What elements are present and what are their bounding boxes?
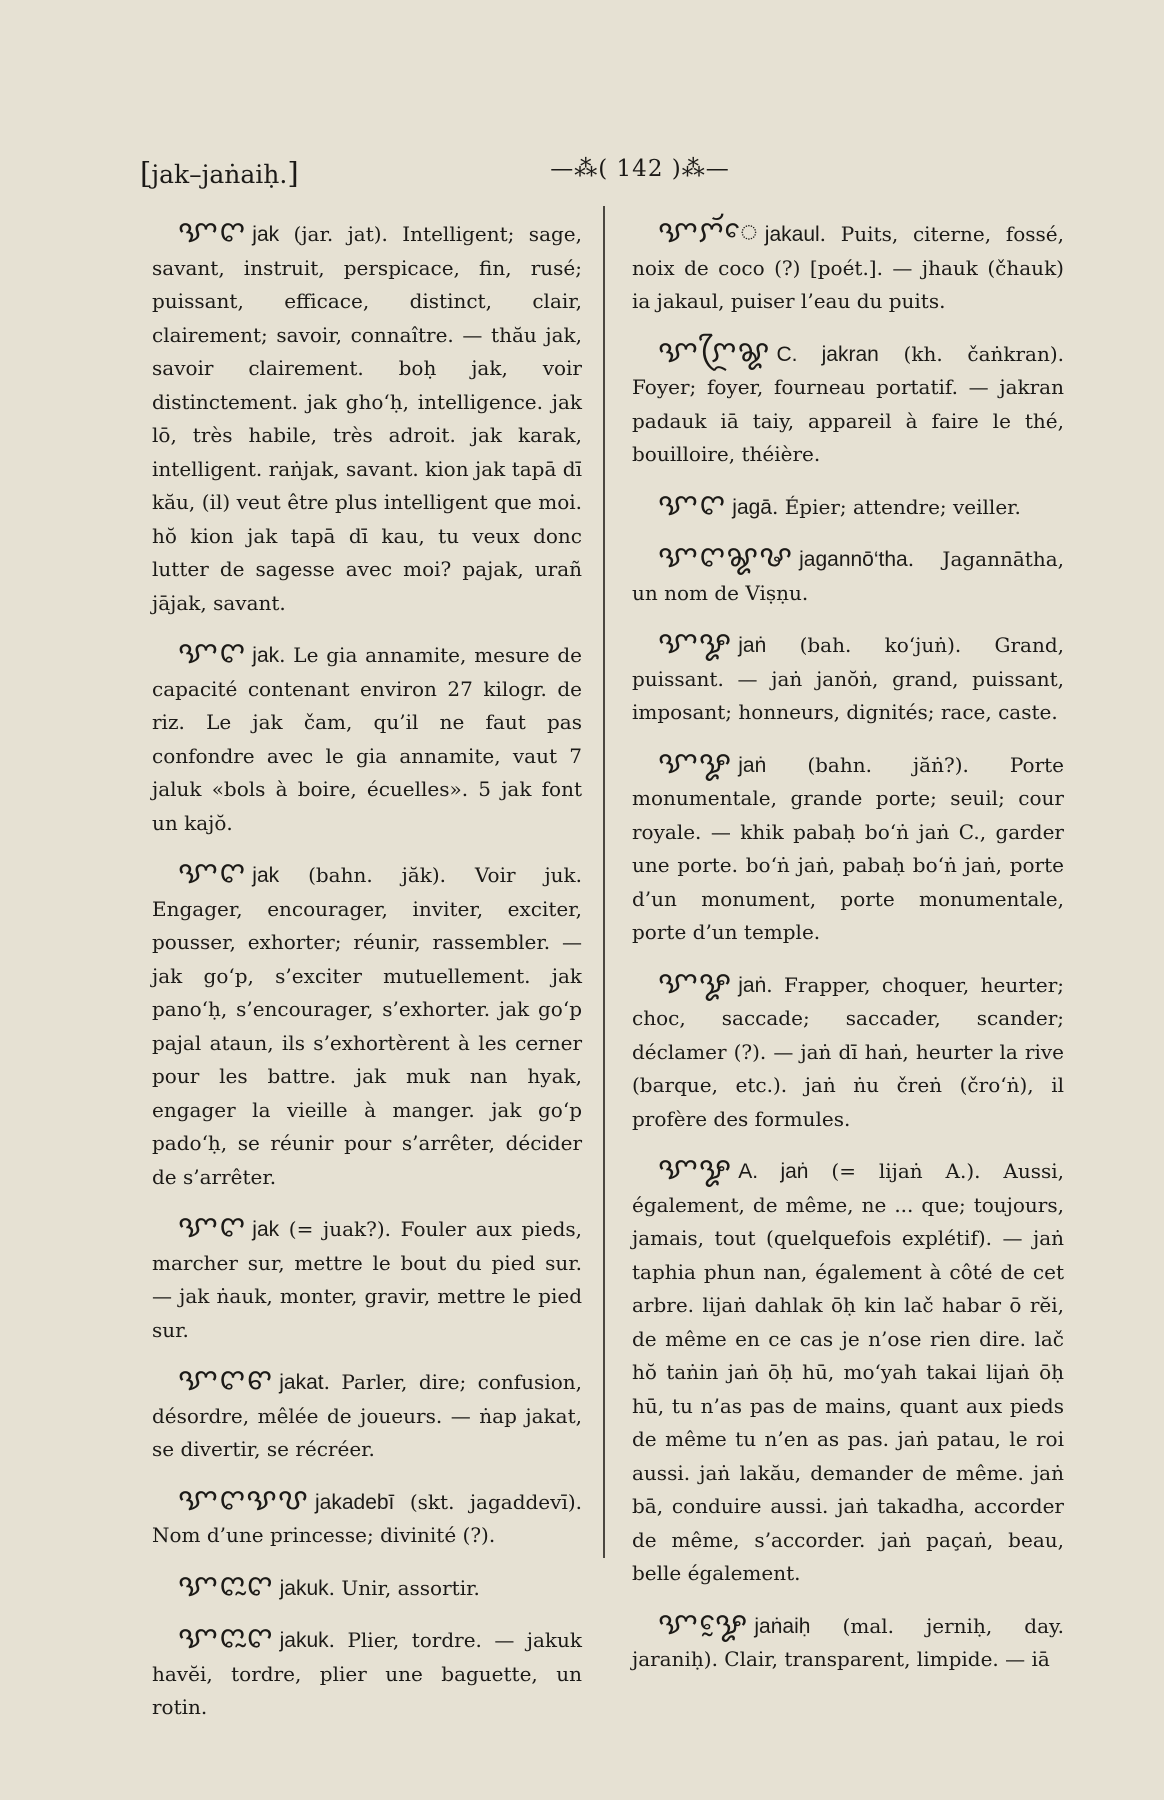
definition: (kh. čaṅkran). Foyer; foyer, fourneau portatif. — jakran padauk iā taiy, appareil à faire le thé, bouilloire, théière.	[632, 341, 1065, 466]
entry	[152, 1363, 582, 1467]
cham-script: ꨎꨈꨕꨝ	[178, 1481, 309, 1517]
definition: . Frapper, choquer, heurter; choc, saccade; saccader, scander; déclamer (?). — jaṅ dī haṅ, heurter la rive (barque, etc.). jaṅ ṅu čreṅ (čro‘ṅ), il profère des formules.	[632, 972, 1064, 1131]
entry	[632, 540, 1064, 610]
entry	[632, 966, 1064, 1137]
headword: jakaul	[764, 223, 820, 246]
definition: (mal. jerniḥ, day. jaraniḥ). Clair, transparent, limpide. — iā	[632, 1613, 1065, 1671]
entry	[152, 1569, 582, 1606]
headword: jaṅ	[738, 973, 767, 997]
entry	[632, 746, 1064, 950]
entry	[632, 626, 1064, 730]
cham-script: ꨎꨋ	[658, 964, 733, 1000]
entry	[632, 488, 1064, 525]
left-column	[152, 215, 582, 1741]
cham-script: ꨎꨈ	[178, 214, 247, 249]
headword: jakadebī	[315, 1490, 395, 1514]
cham-script: ꨎꨋ	[658, 744, 733, 780]
definition: . Puits, citerne, fossé, noix de coco (?) [poét.]. — jhauk (čhauk) ia jakaul, puiser l’eau du puits.	[632, 222, 1064, 313]
definition: (bahn. jăk). Voir juk. Engager, encourager, inviter, exciter, pousser, exhorter; réunir, rassembler. — jak go‘p, s’exciter mutuellement. jak pano‘ḥ, s’encourager, s’exhorter. jak go‘p pajal ataun, ils s’exhortèrent à les cerner pour les battre. jak muk nan hyak, engager la vieille à manger. jak go‘p pado‘ḥ, se réunir pour s’arrêter, décider de s’arrêter.	[152, 863, 583, 1189]
headword: jakat	[279, 1371, 324, 1394]
headword: jak	[252, 864, 280, 887]
definition: . Jagannātha, un nom de Viṣṇu.	[632, 547, 1064, 605]
headword: jakuk	[279, 1576, 329, 1600]
definition: . Le gia annamite, mesure de capacité contenant environ 27 kilogr. de riz. Le jak čam, qu’il ne faut pas confondre avec le gia annamite, vaut 7 jaluk «bols à boire, écuelles». 5 jak font un kajŏ.	[152, 643, 582, 835]
definition: . Épier; attendre; veiller.	[771, 494, 1021, 519]
cham-script: ꨎꨈ	[178, 1209, 247, 1244]
cham-script: ꨎꨈ	[178, 635, 247, 670]
running-head: [jak–jaṅaiḥ.]	[140, 156, 299, 190]
headword: jak	[252, 1218, 280, 1241]
definition: (jar. jat). Intelligent; sage, savant, instruit, perspicace, fin, rusé; puissant, efficace, distinct, clair, clairement; savoir, connaître. — thău jak, savoir clairement. boḥ jak, voir distinctement. jak gho‘ḥ, intelligence. jak lō, très habile, très adroit. jak karak, intelligent. raṅjak, savant. kion jak tapā dī kău, (il) veut être plus intelligent que moi. hŏ kion jak tapā dī kau, tu veux donc lutter de sagesse avec moi? pajak, urañ jājak, savant.	[152, 222, 582, 615]
entry	[152, 1621, 582, 1725]
cham-script: ꨎꨆꨴꨘ	[658, 333, 771, 369]
cham-script: ꨎꨈ	[178, 855, 247, 890]
cham-script: ꨎꨈꨘꨔ	[658, 539, 794, 574]
entry	[152, 1210, 582, 1347]
cham-script: ꨎꨆꨮꨯ	[658, 214, 759, 249]
entry	[152, 856, 582, 1194]
definition: (= juak?). Fouler aux pieds, marcher sur, mettre le bout du pied sur. — jak ṅauk, monter, gravir, mettre le pied sur.	[152, 1217, 582, 1342]
cham-script: ꨎꨈꨭꨈ	[178, 1620, 274, 1655]
cham-script: ꨎꨈꨭꨈ	[178, 1567, 274, 1603]
headword: jaṅaiḥ	[754, 1614, 811, 1638]
definition: . Unir, assortir.	[328, 1575, 480, 1600]
entry	[152, 636, 582, 840]
headword: jaṅ	[738, 634, 767, 657]
headword: C. jakran	[776, 342, 879, 366]
entry	[632, 1152, 1064, 1591]
definition: (= lijaṅ A.). Aussi, également, de même, ne ... que; toujours, jamais, tout (quelquefois explétif). — jaṅ taphia phun nan, également à côté de cet arbre. lijaṅ dahlak ōḥ kin lač habar ō rĕi, de même en ce cas je n’ose rien dire. lač hŏ taṅin jaṅ ōḥ hū, mo‘yah takai lijaṅ ōḥ hū, tu n’as pas de mains, quant aux pieds de même tu n’en as pas. jaṅ patau, le roi aussi. jaṅ lakău, demander de même. jaṅ bā, conduire aussi. jaṅ takadha, accorder de même, s’accorder. jaṅ paçaṅ, beau, belle également.	[632, 1159, 1065, 1585]
cham-script: ꨎꨈ	[658, 486, 727, 522]
page-header	[140, 156, 1024, 196]
headword: jakuk	[279, 1629, 329, 1652]
page-number: —⁂( 142 )⁂—	[550, 156, 730, 182]
entry	[152, 1483, 582, 1553]
headword: jak	[252, 223, 280, 246]
definition: (bahn. jăṅ?). Porte monumentale, grande porte; seuil; cour royale. — khik pabaḥ bo‘ṅ jaṅ C., garder une porte. bo‘ṅ jaṅ, pabaḥ bo‘ṅ jaṅ, porte d’un monument, porte monumentale, porte d’un temple.	[632, 752, 1065, 944]
entry	[632, 335, 1064, 472]
right-column	[632, 215, 1064, 1693]
cham-script: ꨎꨋ	[658, 1151, 733, 1186]
cham-script: ꨎꨈꨓ	[178, 1362, 274, 1397]
headword: jagā	[732, 495, 772, 519]
definition: . Plier, tordre. — jakuk havĕi, tordre, plier une baguette, un rotin.	[152, 1628, 582, 1719]
cham-script: ꨎꨋ	[658, 625, 733, 660]
headword: jagannō‘tha	[799, 548, 908, 571]
column-divider	[603, 206, 605, 1558]
definition: (skt. jagaddevī). Nom d’une princesse; divinité (?).	[152, 1489, 582, 1547]
cham-script: ꨎꨋꨰ	[658, 1605, 749, 1641]
entry	[152, 215, 582, 620]
definition: (bah. ko‘juṅ). Grand, puissant. — jaṅ janŏṅ, grand, puissant, imposant; honneurs, dignités; race, caste.	[632, 633, 1065, 724]
entry	[632, 1607, 1064, 1677]
entry	[632, 215, 1064, 319]
definition: . Parler, dire; confusion, désordre, mêlée de joueurs. — ṅap jakat, se divertir, se récréer.	[152, 1370, 582, 1461]
headword: A. jaṅ	[738, 1160, 809, 1183]
headword: jaṅ	[738, 753, 767, 777]
headword: jak	[252, 644, 280, 667]
